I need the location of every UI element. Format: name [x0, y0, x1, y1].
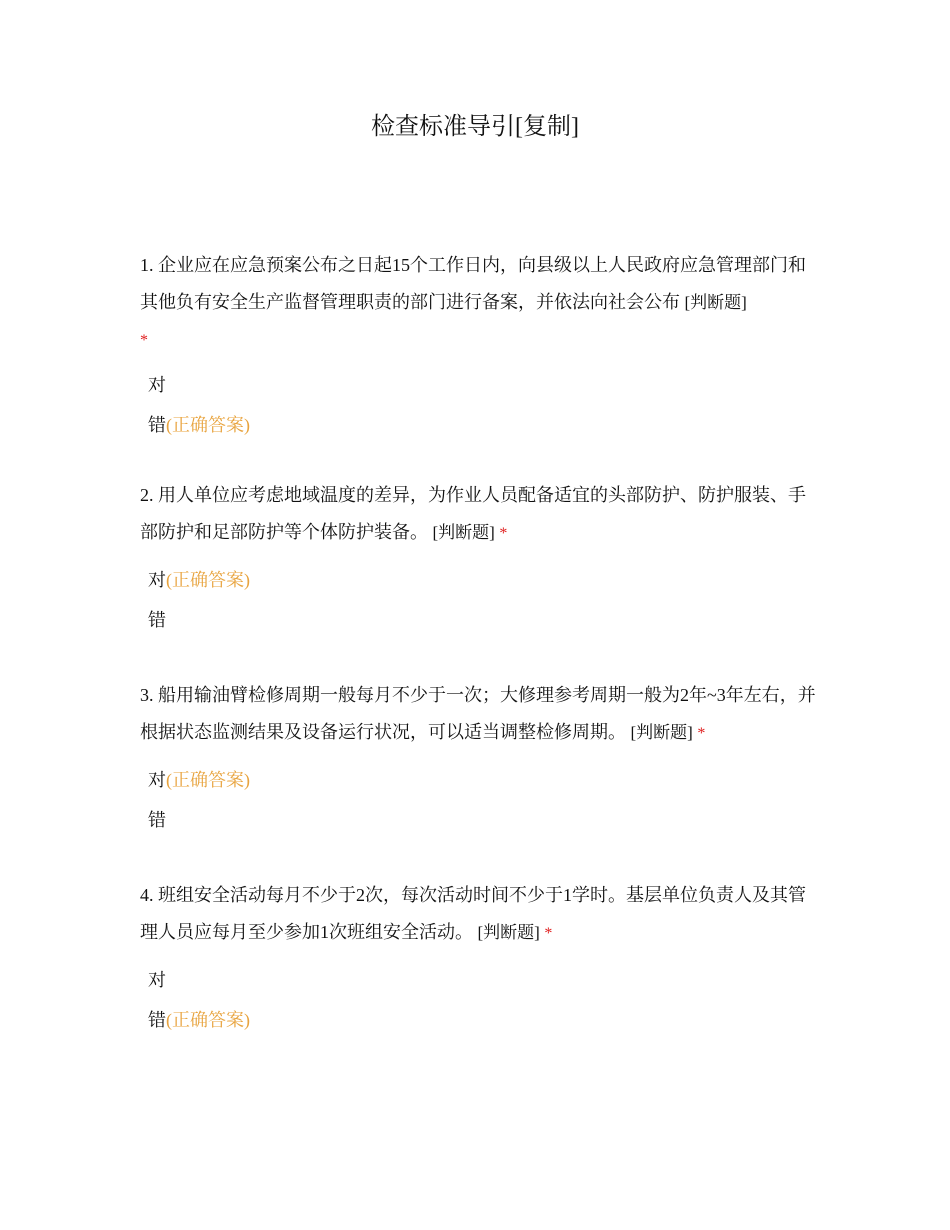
option-true[interactable] [148, 365, 820, 405]
question-1 [140, 247, 820, 445]
required-mark: * [544, 925, 553, 942]
option-label: 对 [148, 970, 166, 990]
required-mark: * [140, 332, 148, 349]
option-true[interactable] [148, 960, 820, 1000]
question-text [140, 877, 820, 952]
question-type: [判断题] [432, 523, 495, 542]
option-label: 错 [148, 610, 166, 630]
page-title: 检查标准导引[复制] [371, 114, 579, 140]
option-false[interactable] [148, 1000, 820, 1040]
question-number: 3. [140, 685, 154, 705]
question-number: 4. [140, 885, 154, 905]
question-text [140, 677, 820, 752]
option-list [140, 560, 820, 640]
question-3 [140, 677, 820, 840]
option-list [140, 760, 820, 840]
question-number: 1. [140, 255, 154, 275]
option-false[interactable] [148, 405, 820, 445]
question-number: 2. [140, 485, 154, 505]
correct-answer-note: (正确答案) [166, 770, 250, 790]
question-type: [判断题] [684, 293, 747, 312]
required-mark: * [697, 725, 706, 742]
option-label: 对 [148, 770, 166, 790]
option-label: 错 [148, 1010, 166, 1030]
question-body: 船用输油臂检修周期一般每月不少于一次；大修理参考周期一般为2年~3年左右，并根据状态监测结果及设备运行状况，可以适当调整检修周期。 [140, 685, 816, 742]
option-list [140, 960, 820, 1040]
question-body: 企业应在应急预案公布之日起15个工作日内，向县级以上人民政府应急管理部门和其他负有安全生产监督管理职责的部门进行备案，并依法向社会公布 [140, 255, 806, 312]
option-label: 对 [148, 570, 166, 590]
correct-answer-note: (正确答案) [166, 570, 250, 590]
required-mark: * [499, 525, 508, 542]
question-2 [140, 477, 820, 640]
question-text [140, 247, 820, 359]
option-true[interactable] [148, 560, 820, 600]
option-label: 错 [148, 415, 166, 435]
option-false[interactable] [148, 800, 820, 840]
option-label: 对 [148, 375, 166, 395]
question-body: 班组安全活动每月不少于2次，每次活动时间不少于1学时。基层单位负责人及其管理人员应每月至少参加1次班组安全活动。 [140, 885, 806, 942]
option-true[interactable] [148, 760, 820, 800]
correct-answer-note: (正确答案) [166, 1010, 250, 1030]
question-4 [140, 877, 820, 1040]
question-type: [判断题] [630, 723, 693, 742]
question-text [140, 477, 820, 552]
option-false[interactable] [148, 600, 820, 640]
option-list [140, 365, 820, 445]
option-label: 错 [148, 810, 166, 830]
correct-answer-note: (正确答案) [166, 415, 250, 435]
question-type: [判断题] [477, 923, 540, 942]
question-body: 用人单位应考虑地域温度的差异，为作业人员配备适宜的头部防护、防护服装、手部防护和足部防护等个体防护装备。 [140, 485, 806, 542]
